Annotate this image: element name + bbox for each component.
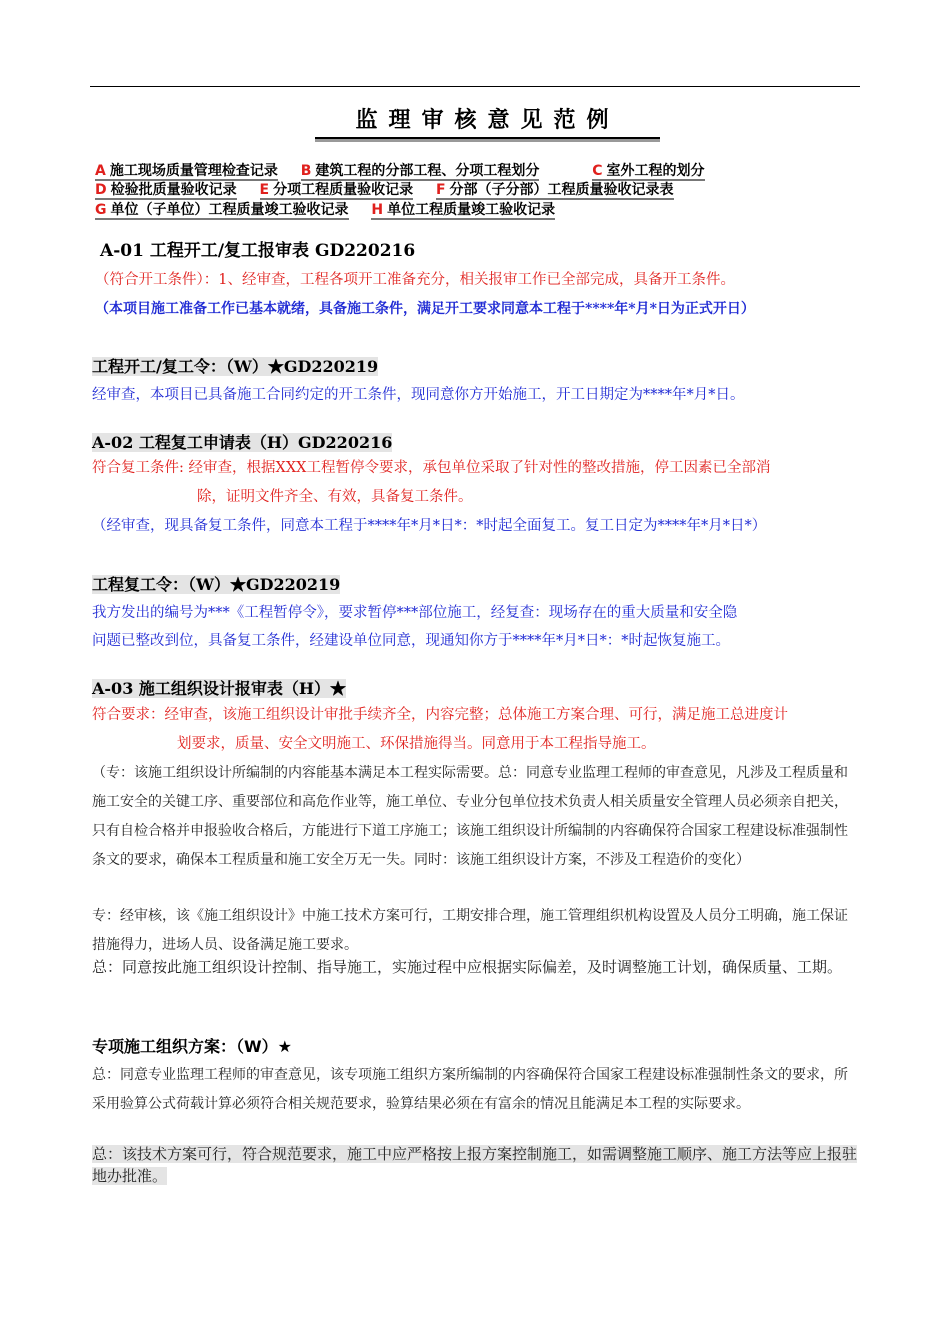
section-a01-line1: （符合开工条件）：1、经审查，工程各项开工准备充分，相关报审工作已全部完成，具备开工条件。: [95, 272, 735, 288]
section-resume-order-heading: 工程复工令：（W）★GD220219: [92, 575, 341, 594]
section-resume-order-line1: 我方发出的编号为***《工程暂停令》，要求暂停***部位施工，经复查：现场存在的重大质量和安全隐: [92, 605, 738, 621]
toc-link-f[interactable]: F 分部（子分部）工程质量验收记录表: [435, 182, 674, 198]
section-start-order-line1: 经审查，本项目已具备施工合同约定的开工条件，现同意你方开始施工，开工日期定为****年*月*日。: [92, 387, 745, 403]
section-a03-req1: 符合要求：经审查，该施工组织设计审批手续齐全，内容完整；总体施工方案合理、可行，满足施工总进度计: [92, 707, 788, 723]
section-a02-line1: 符合复工条件: 经审查，根据XXX工程暂停令要求，承包单位采取了针对性的整改措施，停工因素已全部消: [92, 460, 771, 476]
toc-link-b[interactable]: B 建筑工程的分部工程、分项工程划分: [300, 163, 540, 179]
toc-link-g[interactable]: G 单位（子单位）工程质量竣工验收记录: [95, 202, 349, 218]
section-resume-order-line2: 问题已整改到位，具备复工条件，经建设单位同意，现通知你方于****年*月*日*：*时起恢复施工。: [92, 633, 730, 649]
toc-row-3: [95, 199, 855, 219]
toc-link-c[interactable]: C 室外工程的划分: [592, 163, 705, 179]
section-a03-para-c: 总：同意按此施工组织设计控制、指导施工，实施过程中应根据实际偏差，及时调整施工计划，确保质量、工期。: [92, 958, 843, 976]
section-a03-heading: A-03 施工组织设计报审表（H）★: [92, 679, 347, 698]
section-start-order-heading: 工程开工/复工令：（W）★GD220219: [92, 357, 379, 376]
section-special-plan-para-a: 总：同意专业监理工程师的审查意见，该专项施工组织方案所编制的内容确保符合国家工程建设标准强制性条文的要求，所采用验算公式荷载计算必须符合相关规范要求，验算结果必须在有富余的情况且能满足本工程的实际要求。: [92, 1067, 848, 1112]
toc-link-a[interactable]: A 施工现场质量管理检查记录: [95, 163, 278, 179]
section-a01-heading: A-01 工程开工/复工报审表 GD220216: [100, 241, 416, 261]
toc-row-1: [95, 160, 855, 180]
section-a02-line2: 除，证明文件齐全、有效，具备复工条件。: [197, 489, 473, 505]
section-special-plan-heading: 专项施工组织方案：（W）★: [92, 1037, 292, 1056]
section-a03-para-b: 专：经审核，该《施工组织设计》中施工技术方案可行，工期安排合理，施工管理组织机构设置及人员分工明确，施工保证措施得力，进场人员、设备满足施工要求。: [92, 908, 848, 953]
section-a03-req2: 划要求，质量、安全文明施工、环保措施得当。同意用于本工程指导施工。: [177, 736, 656, 752]
section-a03-para-a: （专：该施工组织设计所编制的内容能基本满足本工程实际需要。总：同意专业监理工程师的审查意见，凡涉及工程质量和施工安全的关键工序、重要部位和高危作业等，施工单位、专业分包单位技术负责人相关质量安全管理人员必须亲自把关，只有自检合格并申报验收合格后，方能进行下道工序施工；该施工组织设计所编制的内容确保符合国家工程建设标准强制性条文的要求，确保本工程质量和施工安全万无一失。同时：该施工组织设计方案，不涉及工程造价的变化）: [92, 765, 848, 868]
header-rule: [90, 86, 860, 87]
section-a02-heading: A-02 工程复工申请表（H）GD220216: [92, 433, 393, 452]
toc-row-2: [95, 179, 855, 199]
section-a01-line2: （本项目施工准备工作已基本就绪，具备施工条件，满足开工要求同意本工程于****年*月*日为正式开日）: [95, 301, 755, 317]
toc-link-e[interactable]: E 分项工程质量验收记录: [259, 182, 414, 198]
section-special-plan-para-b: 总：该技术方案可行，符合规范要求，施工中应严格按上报方案控制施工，如需调整施工顺序、施工方法等应上报驻地办批准。: [92, 1145, 858, 1185]
page-title: 监理审核意见范例: [315, 103, 660, 139]
toc-link-d[interactable]: D 检验批质量验收记录: [95, 182, 237, 198]
section-a02-line3: （经审查，现具备复工条件，同意本工程于****年*月*日*：*时起全面复工。复工日定为****年*月*日*）: [92, 518, 767, 534]
toc-link-h[interactable]: H 单位工程质量竣工验收记录: [371, 202, 556, 218]
